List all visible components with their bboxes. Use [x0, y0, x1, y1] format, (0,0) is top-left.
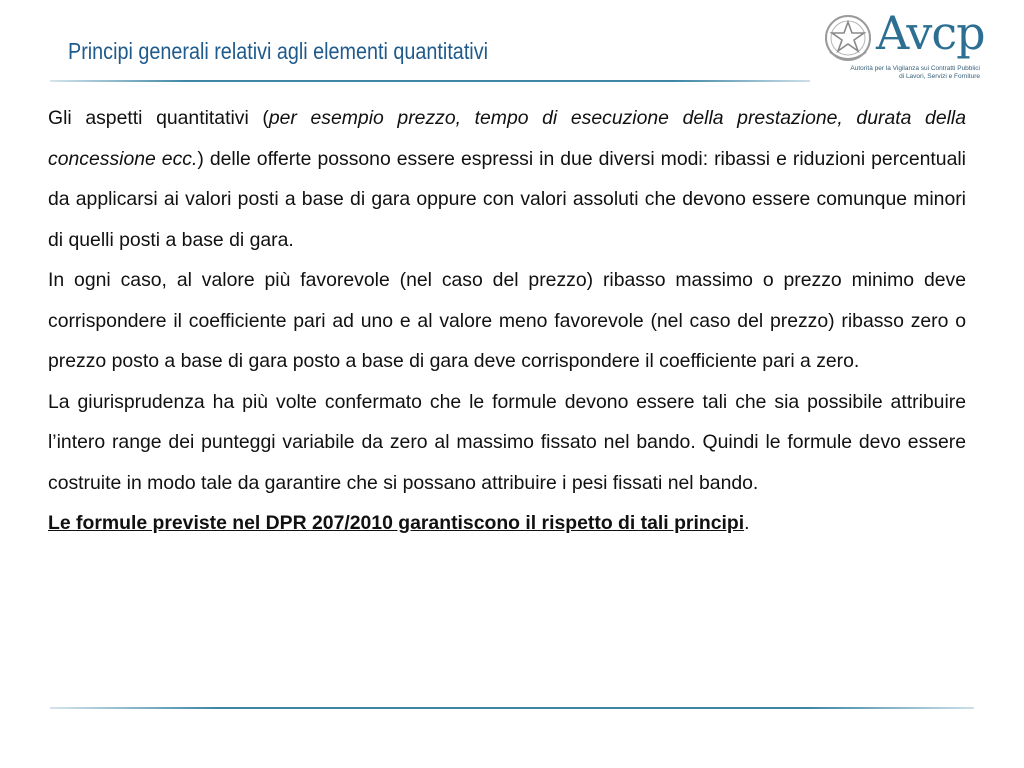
paragraph-1 [48, 98, 966, 260]
p1-italic-examples: per esempio prezzo, tempo di esecuzione della prestazione, durata della concessione ecc. [48, 107, 966, 170]
logo-subtitle [818, 65, 980, 81]
slide-body [48, 98, 966, 544]
p1-text-start: Gli aspetti quantitativi ( [48, 107, 269, 129]
logo-subtitle-line1: Autorità per la Vigilanza sui Contratti Pubblici [850, 65, 980, 72]
italian-republic-emblem-icon [822, 12, 874, 66]
paragraph-2: In ogni caso, al valore più favorevole (nel caso del prezzo) ribasso massimo o prezzo minimo deve corrispondere il coefficiente pari ad uno e al valore meno favorevole (nel caso del prezzo) ribasso zero o prezzo posto a base di gara posto a base di gara deve corrispondere il coefficiente pari a zero. [48, 269, 966, 372]
logo-subtitle-line2: di Lavori, Servizi e Forniture [899, 73, 980, 80]
paragraph-3: La giurisprudenza ha più volte confermato che le formule devono essere tali che sia possibile attribuire l’intero range dei punteggi variabile da zero al massimo fissato nel bando. Quindi le formule devo essere costruite in modo tale da garantire che si possano attribuire i pesi fissati nel bando. [48, 390, 966, 494]
footer-divider [50, 707, 974, 709]
p1-text-end: ) delle offerte possono essere espressi in due diversi modi: ribassi e riduzioni percentuali da applicarsi ai valori posti a base di gara oppure con valori assoluti che devono essere comunque minori di quelli posti a base di gara. [48, 147, 966, 251]
header-divider [50, 80, 810, 82]
conclusion-emphasis: Le formule previste nel DPR 207/2010 garantiscono il rispetto di tali principi [48, 512, 745, 534]
conclusion-period: . [744, 512, 750, 534]
logo-brand: Avcp [876, 6, 985, 60]
paragraph-4 [48, 503, 966, 544]
avcp-logo [818, 6, 1008, 84]
page-title: Principi generali relativi agli elementi quantitativi [68, 38, 488, 64]
